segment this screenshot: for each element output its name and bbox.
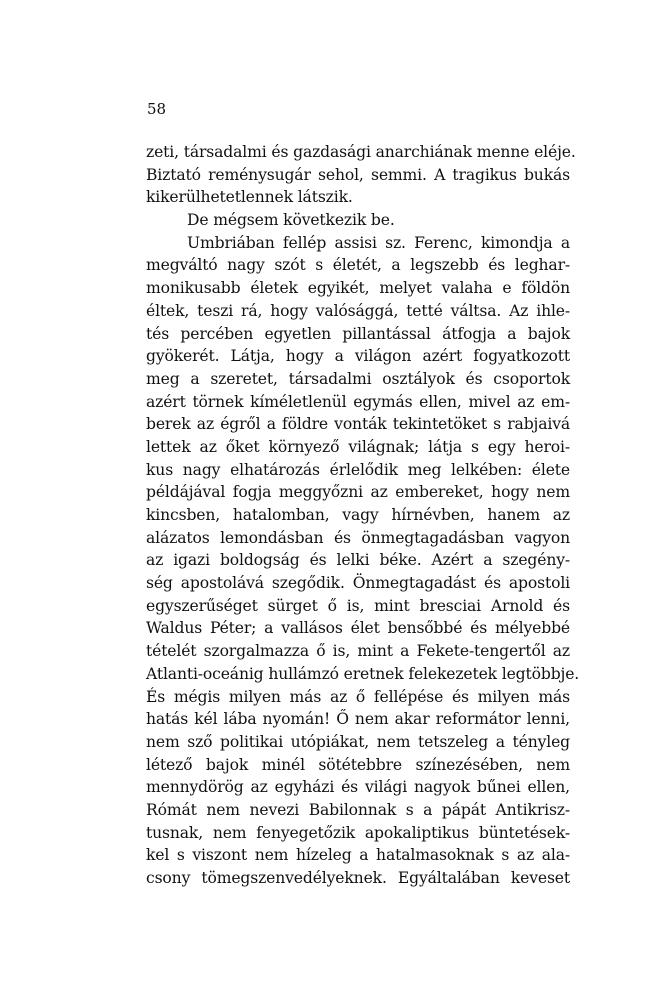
text-line: zeti, társadalmi és gazdasági anarchiának menne eléje. bbox=[146, 143, 576, 161]
text-line: egyszerűséget sürget ő is, mint bresciai Arnold és bbox=[146, 596, 570, 615]
text-line: berek az égről a földre vonták tekintetöket s rabjaivá bbox=[146, 415, 570, 434]
text-line: Biztató reménysugár sehol, semmi. A tragikus bukás bbox=[146, 165, 570, 184]
page-number: 58 bbox=[147, 100, 167, 118]
text-line: megváltó nagy szót s életét, a legszebb és leghar- bbox=[146, 256, 570, 275]
text-line: De mégsem következik be. bbox=[187, 211, 395, 230]
text-line: monikusabb életek egyikét, melyet valaha e földön bbox=[146, 279, 570, 298]
text-line: Rómát nem nevezi Babilonnak s a pápát Antikrisz- bbox=[146, 800, 570, 819]
text-line: És mégis milyen más az ő fellépése és milyen más bbox=[146, 687, 570, 706]
text-line: kikerülhetetlennek látszik. bbox=[146, 188, 353, 207]
text-line: nem sző politikai utópiákat, nem tetszeleg a tényleg bbox=[146, 732, 570, 751]
text-line: példájával fogja meggyőzni az embereket, hogy nem bbox=[146, 483, 570, 502]
text-line: Umbriában fellép assisi sz. Ferenc, kimondja a bbox=[187, 233, 570, 252]
text-line: kincsben, hatalomban, vagy hírnévben, hanem az bbox=[146, 506, 570, 524]
text-line: tusnak, nem fenyegetőzik apokaliptikus büntetések- bbox=[146, 823, 570, 842]
text-line: lettek az őket környező világnak; látja s egy heroi- bbox=[146, 437, 570, 456]
text-line: tés percében egyetlen pillantással átfogja a bajok bbox=[146, 324, 570, 343]
body-text bbox=[146, 141, 580, 890]
text-line: tételét szorgalmazza ő is, mint a Fekete-tengertől az bbox=[146, 642, 570, 661]
text-line: mennydörög az egyházi és világi nagyok bűnei ellen, bbox=[146, 778, 570, 797]
text-line: éltek, teszi rá, hogy valósággá, tetté váltsa. Az ihle- bbox=[146, 301, 570, 320]
text-line: hatás kél lába nyomán! Ő nem akar reformátor lenni, bbox=[146, 710, 570, 729]
text-line: létező bajok minél sötétebbre színezésében, nem bbox=[146, 755, 570, 774]
text-line: meg a szeretet, társadalmi osztályok és csoportok bbox=[146, 369, 570, 388]
text-line: gyökerét. Látja, hogy a világon azért fogyatkozott bbox=[146, 347, 570, 366]
text-line: azért törnek kíméletlenül egymás ellen, mivel az em- bbox=[146, 392, 570, 411]
text-line: kus nagy elhatározás érlelődik meg lelkében: élete bbox=[146, 460, 570, 479]
text-line: Atlanti-oceánig hullámzó eretnek felekezetek legtöbbje. bbox=[146, 664, 580, 683]
text-line: az igazi boldogság és lelki béke. Azért a szegény- bbox=[146, 551, 570, 570]
text-line: ség apostolává szegődik. Önmegtagadást és apostoli bbox=[146, 574, 570, 593]
text-line: alázatos lemondásban és önmegtagadásban vagyon bbox=[146, 528, 570, 547]
text-line: csony tömegszenvedélyeknek. Egyáltalában keveset bbox=[146, 869, 570, 887]
text-line: kel s viszont nem hízeleg a hatalmasoknak s az ala- bbox=[146, 846, 570, 865]
text-line: Waldus Péter; a vallásos élet bensőbbé és mélyebbé bbox=[146, 619, 570, 638]
